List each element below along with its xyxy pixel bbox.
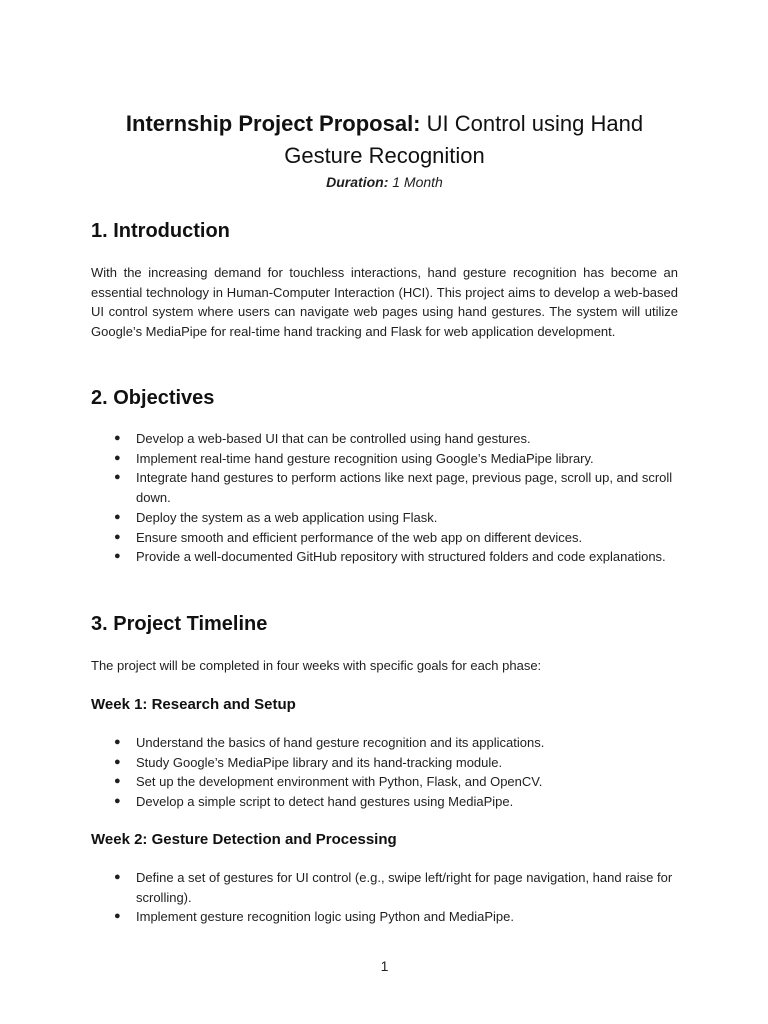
introduction-heading: 1. Introduction [91, 220, 230, 242]
list-item-text: Provide a well-documented GitHub repository with structured folders and code explanations. [136, 549, 666, 565]
objectives-list [91, 429, 678, 567]
week2-heading: Week 2: Gesture Detection and Processing [91, 831, 397, 848]
title-line1-rest: UI Control using Hand [426, 111, 644, 136]
list-item-text: Deploy the system as a web application using Flask. [136, 509, 438, 525]
bullet-icon: ● [114, 755, 121, 768]
objectives-heading: 2. Objectives [91, 387, 215, 409]
list-item-text: Integrate hand gestures to perform actions like next page, previous page, scroll up, and scroll down. [136, 470, 673, 506]
list-item-text: Implement gesture recognition logic using Python and MediaPipe. [136, 909, 514, 925]
list-item-text: Define a set of gestures for UI control (e.g., swipe left/right for page navigation, hand raise for scrolling). [136, 870, 673, 905]
list-item [91, 468, 678, 507]
list-item-text: Develop a simple script to detect hand gestures using MediaPipe. [136, 794, 514, 810]
timeline-heading: 3. Project Timeline [91, 613, 268, 635]
list-item [91, 907, 678, 927]
title-line2: Gesture Recognition [284, 143, 485, 168]
bullet-icon: ● [114, 510, 121, 523]
bullet-icon: ● [114, 795, 121, 808]
list-item [91, 772, 678, 792]
bullet-icon: ● [114, 910, 121, 923]
bullet-icon: ● [114, 736, 121, 748]
bullet-icon: ● [114, 530, 121, 543]
week2-list [91, 868, 678, 927]
document-title [91, 108, 678, 172]
introduction-paragraph: With the increasing demand for touchless interactions, hand gesture recognition has become an essential technology in Human-Computer Interaction (HCI). This project aims to develop a web-based UI control system where users can navigate web pages using hand gestures. The system will utilize Google’s MediaPipe for real-time hand tracking and Flask for web application development. [91, 265, 678, 340]
list-item-text: Develop a web-based UI that can be controlled using hand gestures. [136, 431, 531, 446]
list-item [91, 547, 678, 567]
list-item-text: Implement real-time hand gesture recognition using Google’s MediaPipe library. [136, 450, 594, 466]
duration-value: 1 Month [392, 174, 443, 190]
bullet-icon: ● [114, 471, 121, 484]
duration-label: Duration: [326, 174, 389, 190]
list-item-text: Study Google’s MediaPipe library and its hand-tracking module. [136, 754, 503, 770]
bullet-icon: ● [114, 775, 121, 788]
list-item-text: Ensure smooth and efficient performance of the web app on different devices. [136, 529, 583, 545]
timeline-intro: The project will be completed in four weeks with specific goals for each phase: [91, 658, 542, 673]
bullet-icon: ● [114, 432, 121, 444]
bullet-icon: ● [114, 550, 121, 563]
duration-line [91, 172, 678, 192]
document-page [91, 0, 678, 1024]
page-number: 1 [380, 958, 389, 974]
list-item [91, 753, 678, 773]
list-item [91, 792, 678, 812]
bullet-icon: ● [114, 871, 121, 883]
list-item [91, 449, 678, 469]
list-item-text: Understand the basics of hand gesture recognition and its applications. [136, 735, 545, 750]
list-item [91, 733, 678, 753]
list-item [91, 429, 678, 449]
bullet-icon: ● [114, 451, 121, 464]
list-item-text: Set up the development environment with Python, Flask, and OpenCV. [136, 774, 543, 790]
list-item [91, 528, 678, 548]
list-item [91, 868, 678, 907]
week1-heading: Week 1: Research and Setup [91, 696, 296, 713]
title-bold-part: Internship Project Proposal: [125, 111, 421, 136]
week1-list [91, 733, 678, 812]
list-item [91, 508, 678, 528]
